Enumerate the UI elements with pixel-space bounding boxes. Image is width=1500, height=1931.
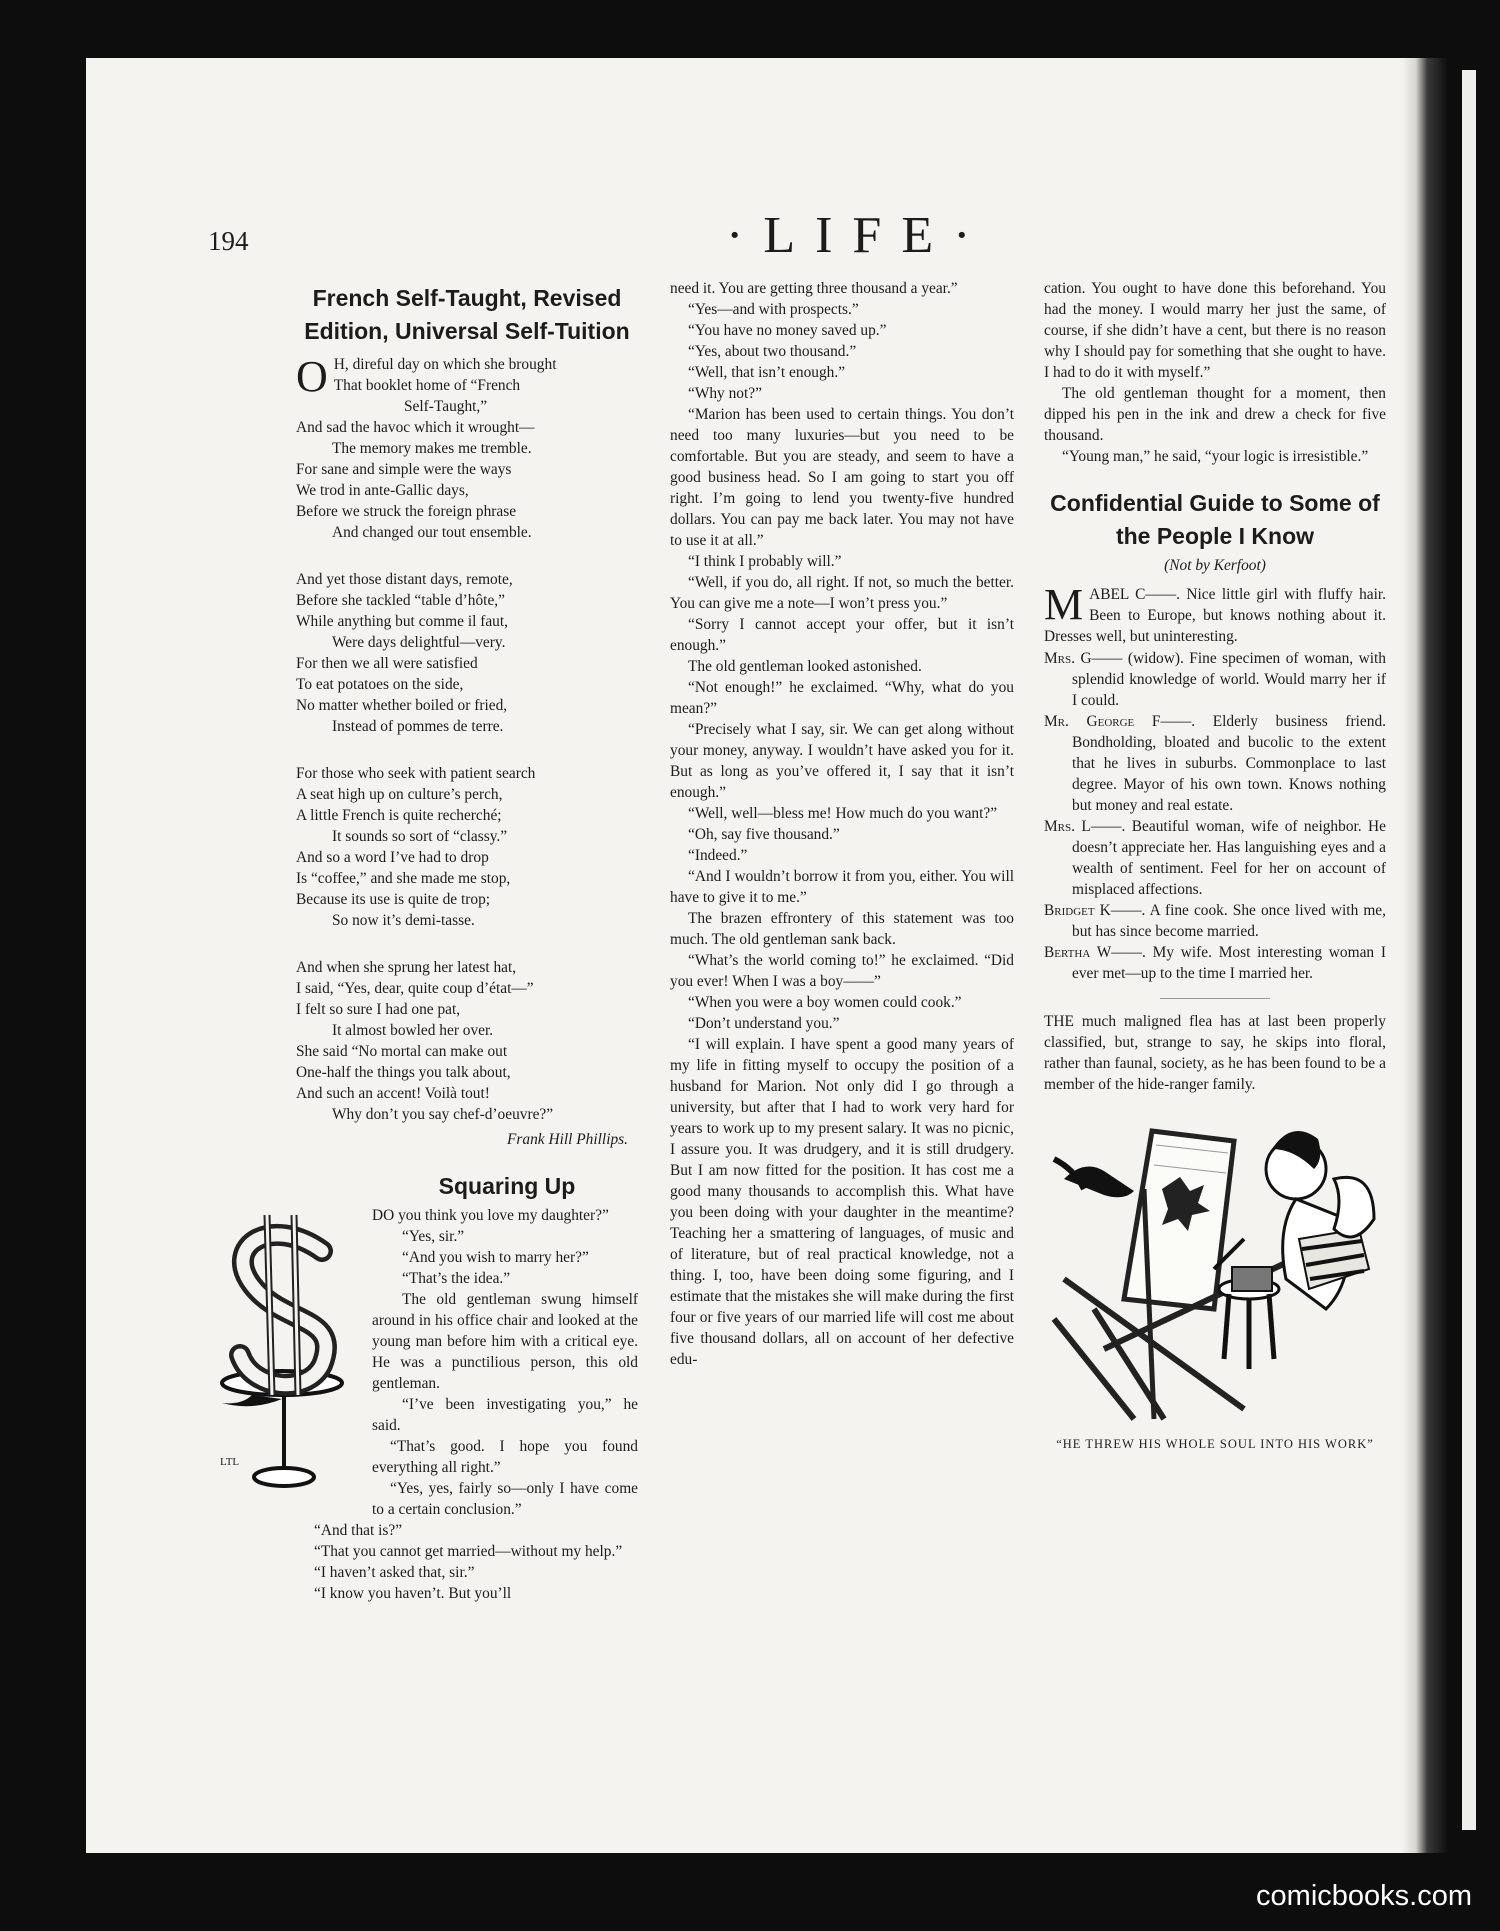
page-number: 194 [208,226,249,256]
paragraph: “I think I probably will.” [688,553,842,570]
poem-line: Why don’t you say chef-d’oeuvre?” [332,1106,554,1123]
paragraph: “Well, that isn’t enough.” [688,364,846,381]
entry-name: ABEL C——. [1089,586,1181,603]
poem-line: And yet those distant days, remote, [296,571,513,588]
paragraph: “Yes, sir.” [402,1228,465,1245]
poem-line: A seat high up on culture’s perch, [296,786,503,803]
drop-cap: M [1044,580,1084,629]
poem-line: It almost bowled her over. [332,1022,494,1039]
paragraph: “That’s good. I hope you found everything all right.” [372,1438,638,1476]
paragraph: “I will explain. I have spent a good many years of my life in fitting myself to occupy the position of a husband for Marion. Not only did I go through a university, but after that I had to work very hard for years to work up to my present salary. It was no picnic, I assure you. It was drudgery, and it is still drudgery. But I am now fitted for the position. It has cost me a good many thousands to accomplish this. What have you been doing with your daughter in the meantime? Teaching her a smattering of languages, of music and of literature, but of real practical knowledge, not a thing. I, too, have been doing some figuring, and I estimate that the mistakes she will make during the first four or five years of our married life will cost me about five thousand dollars, all on account of her defective edu- [670,1036,1014,1368]
paragraph: “Well, if you do, all right. If not, so much the better. You can give me a note—I won’t press you.” [670,574,1014,612]
column-1 [220,282,638,1604]
entry-text: Elderly business friend. Bondholding, bloated and bucolic to the extent that he lives in suburbs. Commonplace to last degree. Mayor of his own town. Knows nothing but money and real estate. [1072,713,1386,814]
paragraph: The old gentleman looked astonished. [688,658,922,675]
poem-line: And such an accent! Voilà tout! [296,1085,490,1102]
guide-title: Confidential Guide to Some of the People I Know [1050,490,1380,549]
dollar-sign-illustration-svg [212,1205,362,1505]
paragraph: “Don’t understand you.” [688,1015,840,1032]
page-spine-shadow [1402,58,1448,1853]
poem-line: Self-Taught,” [404,398,488,415]
poem-line: It sounds so sort of “classy.” [332,828,508,845]
paragraph: need it. You are getting three thousand a year.” [670,280,958,297]
poem-line: And so a word I’ve had to drop [296,849,489,866]
paragraph: “I’ve been investigating you,” he said. [372,1396,638,1434]
paragraph: cation. You ought to have done this beforehand. You had the money. I would marry her just the same, of course, if she didn’t have a cent, but there is no reason why I should pay for something that she ought to have. I had to do it with myself.” [1044,280,1386,381]
poem-author: Frank Hill Phillips. [507,1131,628,1148]
poem-line: To eat potatoes on the side, [296,676,464,693]
paragraph: “Yes, about two thousand.” [688,343,857,360]
poem-line: One-half the things you talk about, [296,1064,511,1081]
story-col3 [1044,278,1386,467]
guide-entry [1044,711,1386,816]
column-2 [670,278,1014,1370]
illustration-caption: “HE THREW HIS WHOLE SOUL INTO HIS WORK” [1056,1437,1374,1451]
stanza [296,957,638,1125]
flea-text: THE much maligned flea has at last been properly classified, but, strange to say, he skips into floral, rather than faunal, society, as he has been found to be a member of the hide-ranger family. [1044,1013,1386,1093]
svg-text:LTL: LTL [220,1456,240,1468]
paragraph: “And that is?” [314,1522,403,1539]
poem-line: Instead of pommes de terre. [332,718,504,735]
painter-illustration-svg [1044,1119,1386,1429]
paragraph: “And you wish to marry her?” [402,1249,589,1266]
stanza [296,569,638,737]
flea-paragraph [1044,1011,1386,1095]
paragraph: DO you think you love my daughter?” [372,1207,609,1224]
story-title: Squaring Up [438,1173,576,1199]
poem-line: For sane and simple were the ways [296,461,512,478]
masthead: ·LIFE· [726,207,991,264]
poem-line: We trod in ante-Gallic days, [296,482,469,499]
guide-entry [1044,942,1386,984]
poem-line: For then we all were satisfied [296,655,478,672]
poem-line: So now it’s demi-tasse. [332,912,475,929]
guide-entry [1044,816,1386,900]
poem-line: I said, “Yes, dear, quite coup d’état—” [296,980,534,997]
entry-text: A fine cook. She once lived with me, but has since become married. [1072,902,1386,940]
poem-line: A little French is quite recherché; [296,807,502,824]
poem-line: That booklet home of “French [333,377,521,394]
poem-line: For those who seek with patient search [296,765,536,782]
painter-illustration [1044,1119,1386,1454]
paragraph: “I know you haven’t. But you’ll [314,1585,512,1602]
entry-text: (widow). Fine specimen of woman, with splendid knowledge of world. Would marry her if I could. [1072,650,1386,709]
poem-line: Before we struck the foreign phrase [296,503,517,520]
paragraph: “I haven’t asked that, sir.” [314,1564,475,1581]
drop-cap: O [296,352,328,401]
poem-line: And changed our tout ensemble. [332,524,532,541]
paragraph: “Oh, say five thousand.” [688,826,840,843]
entry-name: Bridget K——. [1044,902,1146,919]
watermark: comicbooks.com [1256,1880,1472,1912]
entry-name: Mr. George F——. [1044,713,1196,730]
poem-line: Before she tackled “table d’hôte,” [296,592,505,609]
poem-line: Were days delightful—very. [332,634,506,651]
poem-line: While anything but comme il faut, [296,613,508,630]
poem-line: And sad the havoc which it wrought— [296,419,535,436]
paragraph: “Yes—and with prospects.” [688,301,859,318]
paragraph: The old gentleman thought for a moment, then dipped his pen in the ink and drew a check for five thousand. [1044,385,1386,444]
entry-text: My wife. Most interesting woman I ever met—up to the time I married her. [1072,944,1386,982]
column-3 [1044,278,1386,1454]
divider [1160,998,1270,999]
stanza [296,354,638,543]
next-page-edge [1462,70,1476,1830]
poem-line: Is “coffee,” and she made me stop, [296,870,511,887]
poem-title: French Self-Taught, Revised Edition, Universal Self-Tuition [304,285,630,344]
paragraph: “Yes, yes, fairly so—only I have come to a certain conclusion.” [372,1480,638,1518]
poem-body [296,354,638,1150]
paragraph: The old gentleman swung himself around in his office chair and looked at the young man before him with a critical eye. He was a punctilious person, this old gentleman. [372,1291,638,1392]
paragraph: “Well, well—bless me! How much do you want?” [688,805,998,822]
paragraph: “When you were a boy women could cook.” [688,994,962,1011]
paragraph: “Sorry I cannot accept your offer, but it isn’t enough.” [670,616,1014,654]
entry-name: Mrs. G—— [1044,650,1123,667]
dollar-sign-illustration [212,1205,362,1505]
entry-text: Nice little girl with fluffy hair. Been to Europe, but knows nothing about it. Dresses well, but uninteresting. [1044,586,1386,645]
poem-line: Because its use is quite de trop; [296,891,491,908]
poem-line: And when she sprung her latest hat, [296,959,517,976]
paragraph: “And I wouldn’t borrow it from you, either. You will have to give it to me.” [670,868,1014,906]
paragraph: “Not enough!” he exclaimed. “Why, what do you mean?” [670,679,1014,717]
guide-entry [1044,580,1386,647]
guide-entries [1044,580,1386,984]
entry-name: Mrs. L——. [1044,818,1126,835]
poem-line: She said “No mortal can make out [296,1043,508,1060]
paragraph: “Why not?” [688,385,762,402]
guide-subtitle: (Not by Kerfoot) [1164,557,1266,574]
entry-name: Bertha W——. [1044,944,1146,961]
paragraph: “Young man,” he said, “your logic is irresistible.” [1062,448,1369,465]
entry-text: Beautiful woman, wife of neighbor. He doesn’t appreciate her. Has languishing eyes and a wealth of sentiment. Feel for her on account of misplaced affections. [1072,818,1386,898]
guide-entry [1044,900,1386,942]
stanza [296,763,638,931]
guide-entry [1044,648,1386,711]
paragraph: “Indeed.” [688,847,748,864]
paragraph: “Precisely what I say, sir. We can get along without your money, anyway. I wouldn’t have asked you for it. But as long as you’ve offered it, I say that it isn’t enough.” [670,721,1014,801]
poem-line: H, direful day on which she brought [333,356,557,373]
paragraph: “That’s the idea.” [402,1270,511,1287]
paragraph: “That you cannot get married—without my help.” [314,1543,623,1560]
paragraph: “You have no money saved up.” [688,322,887,339]
poem-line: No matter whether boiled or fried, [296,697,508,714]
paragraph: “What’s the world coming to!” he exclaimed. “Did you ever! When I was a boy——” [670,952,1014,990]
paragraph: “Marion has been used to certain things. You don’t need too many luxuries—but you need to be comfortable. But you are steady, and seem to have a good business head. So I am going to start you off right. I’m going to lend you twenty-five hundred dollars. You can pay me back later. You may not have to use it at all.” [670,406,1014,549]
poem-line: I felt so sure I had one pat, [296,1001,461,1018]
poem-line: The memory makes me tremble. [332,440,532,457]
paragraph: The brazen effrontery of this statement was too much. The old gentleman sank back. [670,910,1014,948]
